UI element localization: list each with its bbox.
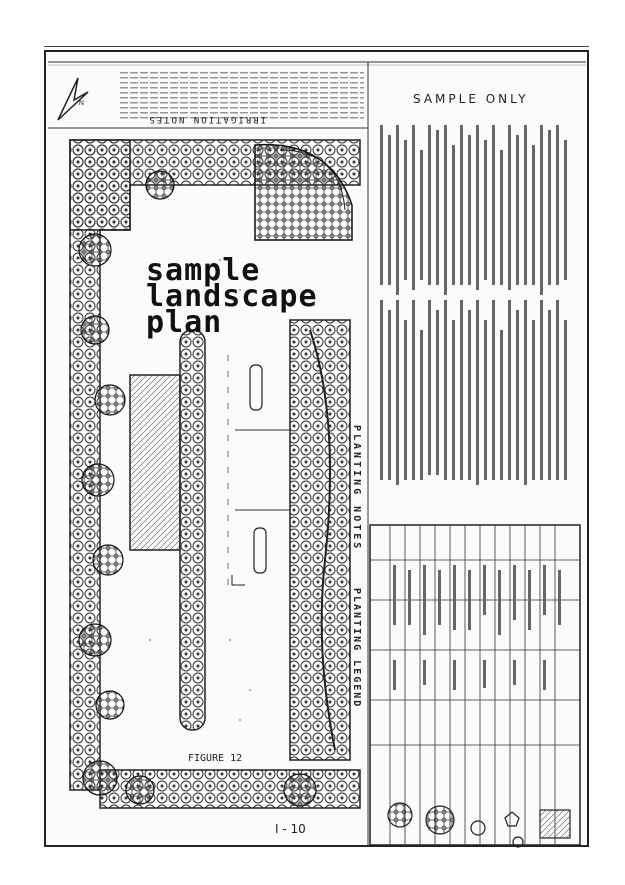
page-number: I - 10 — [275, 822, 306, 836]
planting-legend-heading: PLANTING LEGEND — [351, 588, 362, 709]
svg-text:N: N — [78, 98, 84, 106]
title-line-3: plan — [146, 305, 223, 340]
figure-label: FIGURE 12 — [188, 753, 243, 764]
sample-only-label: SAMPLE ONLY — [413, 92, 529, 106]
title-line-2: landscape — [146, 279, 318, 314]
planting-notes-heading: PLANTING NOTES — [351, 425, 362, 552]
title-line-1: sample — [146, 253, 261, 288]
irrigation-notes-heading: IRRIGATION NOTES — [147, 114, 266, 124]
plan-title — [146, 253, 318, 340]
